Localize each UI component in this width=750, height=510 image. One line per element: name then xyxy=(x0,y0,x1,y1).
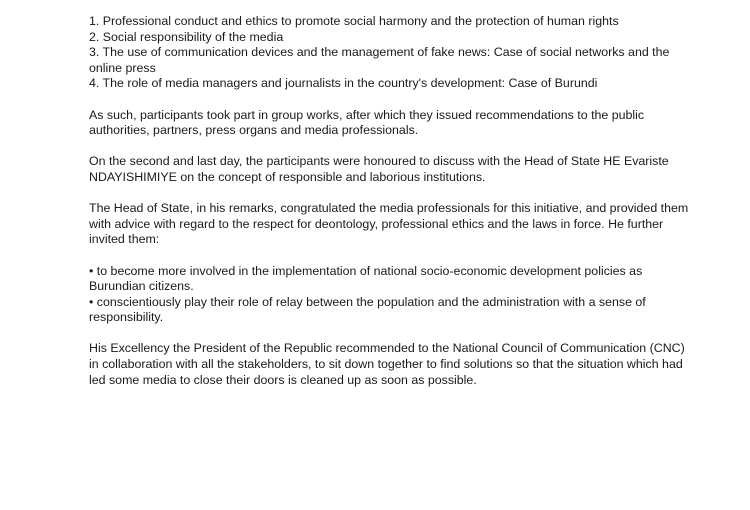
paragraph-gap xyxy=(89,186,689,202)
invitation-item: • to become more involved in the implementation of national socio-economic development policies as Burundian citizens. xyxy=(89,263,643,294)
invitations-list xyxy=(89,264,689,326)
paragraph-gap xyxy=(89,248,689,264)
paragraph-second-day: On the second and last day, the participants were honoured to discuss with the Head of State HE Evariste NDAYISHIMIYE on the concept of responsible and laborious institutions. xyxy=(89,154,669,184)
paragraph-gap xyxy=(89,92,689,108)
paragraph-gap xyxy=(89,139,689,155)
topic-item: 2. Social responsibility of the media xyxy=(89,29,284,44)
document-body xyxy=(89,14,689,388)
paragraph-group-works: As such, participants took part in group works, after which they issued recommendations to the public authorities, partners, press organs and media professionals. xyxy=(89,107,645,138)
paragraph-gap xyxy=(89,326,689,342)
topic-item: 4. The role of media managers and journalists in the country's development: Case of Burundi xyxy=(89,76,598,91)
topics-list xyxy=(89,14,689,92)
invitation-item: • conscientiously play their role of relay between the population and the administration with a sense of responsibility. xyxy=(89,294,646,325)
paragraph-president-recommendation: His Excellency the President of the Republic recommended to the National Council of Communication (CNC) in collaboration with all the stakeholders, to sit down together to find solutions so that the situation which had led some media to close their doors is cleaned up as soon as possible. xyxy=(89,341,685,387)
topic-item: 1. Professional conduct and ethics to promote social harmony and the protection of human rights xyxy=(89,14,619,28)
topic-item: 3. The use of communication devices and the management of fake news: Case of social networks and the online press xyxy=(89,45,670,75)
paragraph-head-of-state: The Head of State, in his remarks, congratulated the media professionals for this initiative, and provided them with advice with regard to the respect for deontology, professional ethics and the laws in force. He further invited them: xyxy=(89,201,689,247)
